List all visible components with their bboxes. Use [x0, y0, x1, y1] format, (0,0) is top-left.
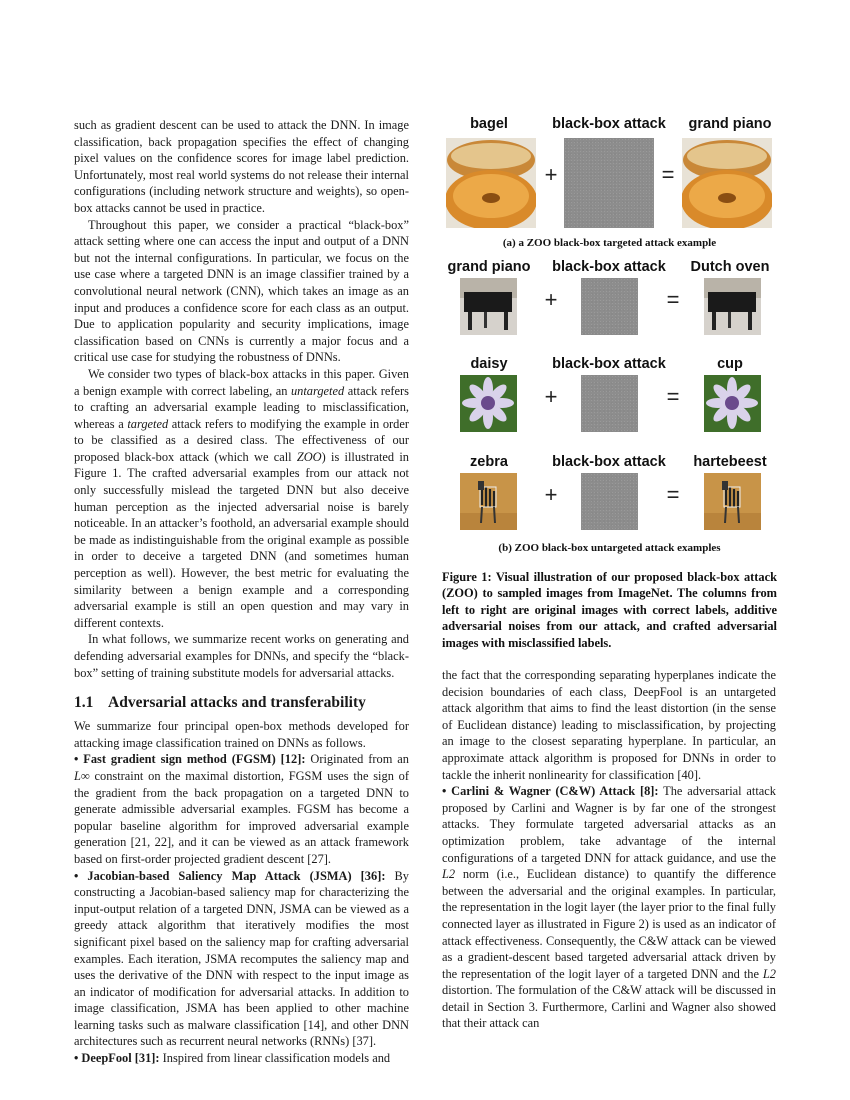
section-title: Adversarial attacks and transferability	[108, 694, 366, 712]
paragraph-methods-intro: We summarize four principal open-box methods developed for attacking image classification trained on DNNs as follows.	[74, 719, 409, 750]
figure-row-daisy	[442, 356, 777, 434]
figure-row-piano	[442, 259, 777, 337]
label-original: grand piano	[447, 259, 531, 275]
figure-row-targeted	[442, 116, 777, 228]
image-bagel-adversarial	[682, 138, 772, 228]
image-adversarial-noise	[581, 473, 638, 530]
figure-caption: Figure 1: Visual illustration of our proposed black-box attack (ZOO) to sampled images from ImageNet. The columns from left to right are original images with correct labels, additive adversarial noises from our attack, and crafted adversarial images with misclassified labels.	[442, 570, 777, 650]
subcaption-a: (a) a ZOO black-box targeted attack example	[502, 237, 717, 249]
label-noise: black-box attack	[552, 116, 666, 132]
plus-sign: +	[544, 162, 558, 187]
label-noise: black-box attack	[552, 259, 666, 275]
paragraph-intro-continued: such as gradient descent can be used to attack the DNN. In image classification, back propagation specifies the effect of changing pixel values on the confidence scores for image label prediction. Unfortunately, most real world systems do not release their internal configurations (including network structure and weights), so open-box attacks cannot be used in practice.	[74, 118, 409, 215]
image-adversarial-noise	[581, 375, 638, 432]
math-l-infinity: L∞	[74, 768, 90, 783]
term-targeted: targeted	[127, 416, 169, 431]
paragraph-black-box-setting: Throughout this paper, we consider a practical “black-box” attack setting where one can access the input and output of a DNN but not the internal configurations. In particular, we focus on the use case where a targeted DNN is an image classifier trained by a convolutional neural network (CNN), which takes an image as an input and produces a confidence score for each class as an output. Due to application popularity and security implications, image classification based on CNNs is currently a major focus and a critical use case for studying the robustness of DNNs.	[74, 217, 409, 365]
equals-sign: =	[661, 162, 675, 187]
image-adversarial-noise	[581, 278, 638, 335]
math-l2-distortion: L2	[762, 966, 776, 981]
subcaption-b: (b) ZOO black-box untargeted attack examples	[498, 542, 721, 554]
bullet-jsma: • Jacobian-based Saliency Map Attack (JSMA) [36]: By constructing a Jacobian-based saliency map for characterizing the input-output relation of a targeted DNN, JSMA can be viewed as a greedy attack algorithm that iteratively modifies the most significant pixel based on the saliency map for crafting adversarial examples. Each iteration, JSMA recomputes the saliency map and uses the derivative of the DNN with respect to the input image as an indicator of modification for adversarial attacks. In addition to image classification, JSMA has been applied to other machine learning tasks such as malware classification [14], and other DNN architectures such as recurrent neural networks (RNNs) [37].	[74, 868, 409, 1049]
image-adversarial-noise	[564, 138, 654, 228]
equals-sign: =	[666, 287, 680, 312]
paragraph-summary: In what follows, we summarize recent works on generating and defending adversarial examples for DNNs, and specify the “black-box” setting of training substitute models for adversarial attacks.	[74, 632, 409, 680]
label-original: bagel	[470, 116, 508, 132]
equals-sign: =	[666, 482, 680, 507]
plus-sign: +	[544, 482, 558, 507]
bullet-cw-attack: • Carlini & Wagner (C&W) Attack [8]: The adversarial attack proposed by Carlini and Wagner is by far one of the strongest attacks. They formulate targeted adversarial attacks as an optimization problem, take advantage of the internal configurations of a targeted DNN for attack guidance, and use the L2 norm (i.e., Euclidean distance) to quantify the difference between the adversarial and the original examples. In particular, the representation in the logit layer (the layer prior to the final fully connected layer as illustrated in Figure 2) is used as an indicator of attack effectiveness. Consequently, the C&W attack can be viewed as a gradient-descent based targeted adversarial attack driven by the representation of the logit layer of a targeted DNN and the L2 distortion. The formulation of the C&W attack will be discussed in detail in Section 3. Furthermore, Carlini and Wagner also showed that their attack can	[442, 784, 776, 1031]
section-number: 1.1	[74, 694, 94, 712]
label-noise: black-box attack	[552, 454, 666, 470]
label-original: daisy	[470, 356, 508, 372]
image-bagel-original	[446, 138, 536, 228]
left-column	[74, 117, 409, 1067]
right-column	[442, 667, 776, 1032]
bullet-fgsm: • Fast gradient sign method (FGSM) [12]: Originated from an L∞ constraint on the maximal distortion, FGSM uses the sign of the gradient from the back propagation on a targeted DNN to generate admissible adversarial examples. FGSM has become a popular baseline algorithm for improved adversarial example generation [21, 22], and it can be viewed as an attack framework based on first-order projected gradient descent [27].	[74, 752, 410, 866]
term-zoo: ZOO	[296, 449, 322, 464]
paragraph-deepfool-continued: the fact that the corresponding separating hyperplanes indicate the decision boundaries of each class, DeepFool is an untargeted attack algorithm that aims to find the least distortion (in the sense of Euclidean distance) leading to misclassification, by projecting an image to the closest separating hyperplane. In particular, an approximate attack algorithm is proposed for DNNs in order to tackle the inherit nonlinearity for classification [40].	[442, 668, 776, 782]
plus-sign: +	[544, 287, 558, 312]
section-heading	[74, 694, 409, 712]
bullet-deepfool: • DeepFool [31]: Inspired from linear classification models and	[74, 1051, 391, 1066]
label-adversarial: cup	[717, 356, 743, 372]
label-adversarial: hartebeest	[693, 454, 767, 470]
term-untargeted: untargeted	[290, 383, 345, 398]
paragraph-attack-types: We consider two types of black-box attacks in this paper. Given a benign example with correct labeling, an untargeted attack refers to crafting an adversarial example leading to misclassification, whereas a targeted attack refers to modifying the example in order to be classified as a desired class. The effectiveness of our proposed black-box attack (which we call ZOO) is illustrated in Figure 1. The crafted adversarial examples from our attack not only successfully mislead the targeted DNN but also deceive human perception as the injected adversarial noise is barely noticeable. In an attacker’s foothold, an adversarial example should be made as indistinguishable from the original example as possible in order to deceive a targeted DNN (and sometimes human perception as well). However, the best metric for evaluating the similarity between a benign example and a corresponding adversarial example is still an open question and may vary in different contexts.	[74, 366, 410, 630]
label-original: zebra	[470, 454, 508, 470]
plus-sign: +	[544, 384, 558, 409]
image-piano-original	[460, 278, 517, 335]
equals-sign: =	[666, 384, 680, 409]
image-daisy-adversarial	[704, 375, 761, 432]
image-piano-adversarial	[704, 278, 761, 335]
figure-row-zebra	[442, 454, 777, 532]
image-zebra-original	[460, 473, 517, 530]
label-noise: black-box attack	[552, 356, 666, 372]
image-zebra-adversarial	[704, 473, 761, 530]
math-l2-norm: L2	[442, 867, 456, 882]
label-adversarial: Dutch oven	[690, 259, 770, 275]
image-daisy-original	[460, 375, 517, 432]
label-adversarial: grand piano	[688, 116, 772, 132]
